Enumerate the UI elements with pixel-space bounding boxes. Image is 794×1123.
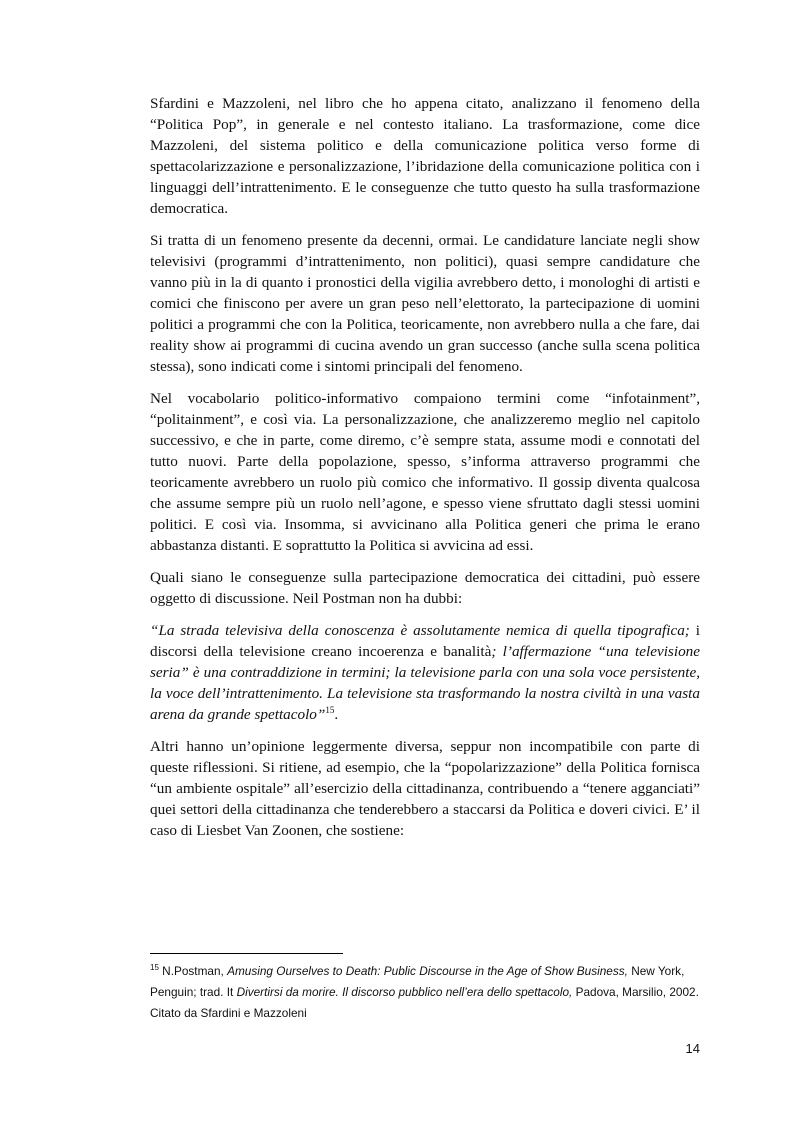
paragraph-3: Nel vocabolario politico-informativo compaiono termini come “infotainment”, “politainment”, e così via. La personalizzazione, che analizzeremo meglio nel capitolo successivo, e che in parte, come diremo, c’è sempre stata, assume modi e connotati del tutto nuovi. Parte della popolazione, spesso, s’informa attraverso programmi che teoricamente avrebbero un ruolo più comico che informativo. Il gossip diventa qualcosa che assume sempre più un ruolo nell’agone, e spesso viene sfruttato dagli stessi uomini politici. E così via. Insomma, si avvicinano alla Politica generi che prima le erano abbastanza distanti. E soprattutto la Politica si avvicina ad essi.: [150, 390, 700, 554]
footnote-author: N.Postman,: [158, 964, 228, 978]
quote-part-1: “La strada televisiva della conoscenza è assolutamente nemica di quella tipografica;: [150, 622, 690, 639]
quote-end: .: [334, 706, 339, 723]
footnote: [150, 961, 700, 1024]
quote-part-2: i discorsi della televisione creano incoerenza e banalità: [150, 622, 700, 660]
footnote-divider: [150, 953, 343, 954]
paragraph-2: Si tratta di un fenomeno presente da decenni, ormai. Le candidature lanciate negli show televisivi (programmi d’intrattenimento, non politici), quasi sempre candidature che vanno più in la di quanto i pronostici della vigilia avrebbero detto, i monologhi di artisti e comici che finiscono per avere un gran peso nell’elettorato, la partecipazione di uomini politici a programmi che con la Politica, teoricamente, non avrebbero nulla a che fare, dai reality show ai programmi di cucina avendo un gran successo (anche sulla scena politica stessa), sono indicati come i sintomi principali del fenomeno.: [150, 232, 700, 375]
footnote-number: 15: [150, 963, 159, 973]
paragraph-4: Quali siano le conseguenze sulla partecipazione democratica dei cittadini, può essere oggetto di discussione. Neil Postman non ha dubbi:: [150, 569, 700, 607]
footnote-title-it: Divertirsi da morire. Il discorso pubblico nell’era dello spettacolo,: [236, 985, 573, 999]
footnote-reference[interactable]: 15: [325, 704, 335, 715]
paragraph-5: Altri hanno un’opinione leggermente diversa, seppur non incompatibile con parte di queste riflessioni. Si ritiene, ad esempio, che la “popolarizzazione” della Politica fornisca “un ambiente ospitale” all’esercizio della cittadinanza, contribuendo a “tenere agganciati” quei settori della cittadinanza che tenderebbero a staccarsi da Politica e doveri civici. E’ il caso di Liesbet Van Zoonen, che sostiene:: [150, 738, 700, 839]
quote-part-3: ; l’affermazione “una televisione seria” è una contraddizione in termini; la televisione parla con una sola voce persistente, la voce dell’intrattenimento. La televisione sta trasformando la nostra civiltà in una vasta arena da grande spettacolo”: [150, 643, 700, 723]
footnote-publisher-en: New York, Penguin; trad. It: [150, 964, 685, 999]
footnote-publisher-it: Padova, Marsilio, 2002. Citato da Sfardini e Mazzoleni: [150, 985, 699, 1020]
footnote-title-en: Amusing Ourselves to Death: Public Discourse in the Age of Show Business,: [227, 964, 628, 978]
postman-quote: [150, 620, 700, 725]
body-text: [150, 93, 700, 852]
page-number: 14: [685, 1041, 700, 1056]
paragraph-1: Sfardini e Mazzoleni, nel libro che ho appena citato, analizzano il fenomeno della “Politica Pop”, in generale e nel contesto italiano. La trasformazione, come dice Mazzoleni, del sistema politico e della comunicazione politica verso forme di spettacolarizzazione e personalizzazione, l’ibridazione della comunicazione politica con i linguaggi dell’intrattenimento. E le conseguenze che tutto questo ha sulla trasformazione democratica.: [150, 95, 700, 217]
